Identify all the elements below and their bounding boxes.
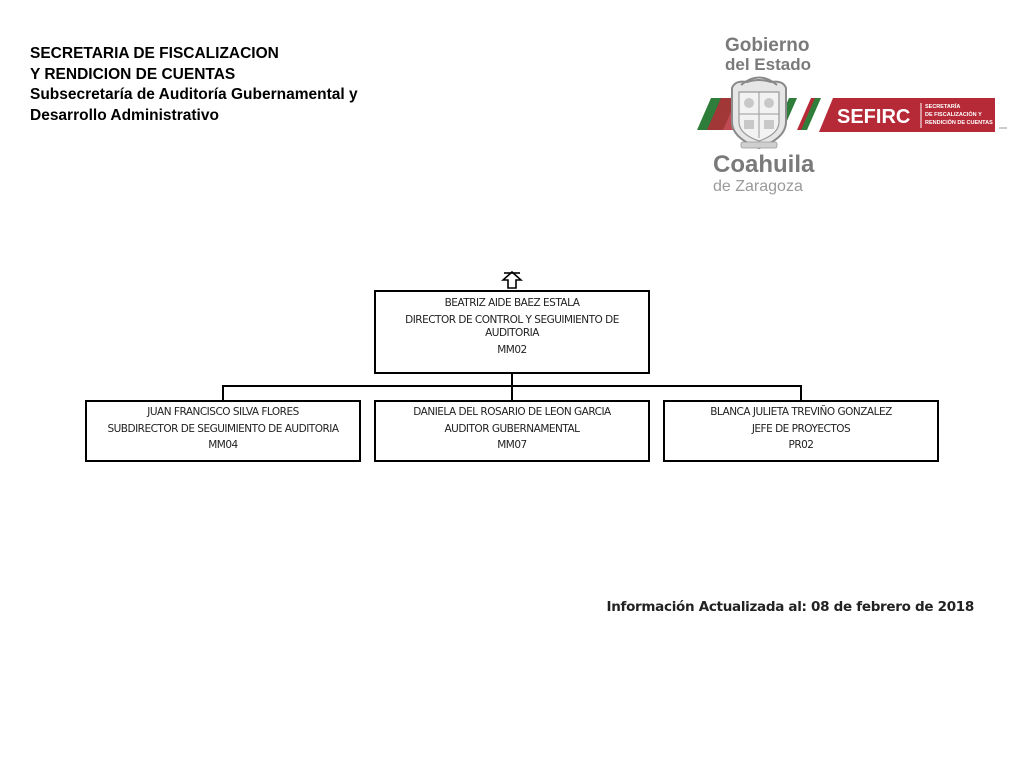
sub-3-title: JEFE DE PROYECTOS [751, 422, 851, 435]
sub-1-code: MM04 [208, 439, 238, 452]
coat-of-arms-icon [732, 78, 786, 149]
logo-gobierno-text: Gobierno [725, 35, 810, 56]
connector-drop-left [222, 385, 224, 400]
connector-drop-center [511, 385, 513, 400]
org-node-auditor [374, 400, 650, 462]
director-name: BEATRIZ AIDE BAEZ ESTALA [444, 297, 580, 309]
director-code: MM02 [497, 343, 527, 356]
sub-3-name: BLANCA JULIETA TREVIÑO GONZALEZ [710, 406, 892, 418]
sub-3-code: PR02 [788, 439, 814, 452]
government-logo [697, 30, 1009, 200]
header-title-block [30, 44, 430, 126]
org-node-subdirector [85, 400, 361, 462]
sub-2-name: DANIELA DEL ROSARIO DE LEON GARCIA [413, 406, 611, 418]
header-line-3: Subsecretaría de Auditoría Gubernamental y [30, 86, 358, 103]
updated-date-note: Información Actualizada al: 08 de febrero de 2018 [606, 599, 974, 615]
up-arrow-icon[interactable] [501, 270, 523, 290]
director-title: DIRECTOR DE CONTROL Y SEGUIMIENTO DE AUDITORIA [405, 313, 619, 340]
logo-de-zaragoza-text: de Zaragoza [713, 178, 803, 195]
sefirc-sub-1: SECRETARÍA [925, 104, 961, 110]
logo-del-estado-text: del Estado [725, 55, 811, 74]
sub-2-title: AUDITOR GUBERNAMENTAL [444, 422, 580, 435]
sefirc-text: SEFIRC [837, 106, 911, 128]
sub-2-code: MM07 [497, 439, 527, 452]
sefirc-sub-2: DE FISCALIZACIÓN Y [925, 112, 982, 118]
sub-1-name: JUAN FRANCISCO SILVA FLORES [147, 406, 299, 418]
org-node-director [374, 290, 650, 374]
header-line-2: Y RENDICION DE CUENTAS [30, 65, 236, 83]
sefirc-sub-3: RENDICIÓN DE CUENTAS [925, 120, 993, 126]
sub-1-title: SUBDIRECTOR DE SEGUIMIENTO DE AUDITORIA [107, 422, 339, 435]
logo-coahuila-text: Coahuila [713, 151, 815, 178]
header-line-4: Desarrollo Administrativo [30, 106, 219, 124]
connector-drop-right [800, 385, 802, 400]
org-node-project-lead [663, 400, 939, 462]
header-line-1: SECRETARIA DE FISCALIZACION [30, 45, 279, 62]
